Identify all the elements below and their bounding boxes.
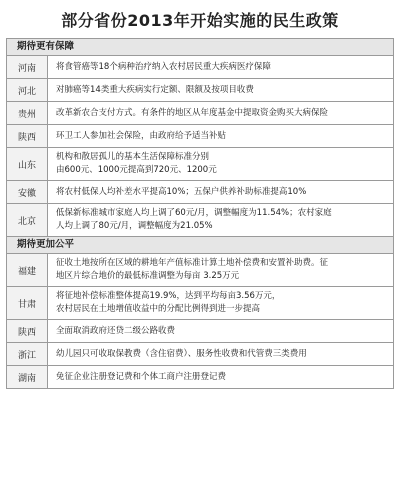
policy-cell: 对肺癌等14类重大疾病实行定额、限额及按项目收费 xyxy=(56,84,254,95)
policy-cell: 免征企业注册登记费和个体工商户注册登记费 xyxy=(56,371,227,382)
province-cell: 河北 xyxy=(7,79,48,101)
province-cell: 陕西 xyxy=(7,320,48,342)
province-cell: 北京 xyxy=(7,204,48,236)
province-cell: 甘肃 xyxy=(7,287,48,319)
table-row xyxy=(7,287,393,320)
province-cell: 福建 xyxy=(7,254,48,286)
table-row xyxy=(7,204,393,237)
policy-cell: 低保新标准城市家庭人均上调了60元/月，调整幅度为11.54%；农村家庭 人均上调了80元/月，调整幅度为21.05% xyxy=(56,208,332,231)
province-cell: 贵州 xyxy=(7,102,48,124)
policy-cell: 征收土地按所在区域的耕地年产值标准计算土地补偿费和安置补助费。征 地区片综合地价的最低标准调整为每亩 3.25万元 xyxy=(56,258,329,281)
policy-table xyxy=(6,38,394,389)
section-header: 期待更加公平 xyxy=(7,237,393,254)
table-row xyxy=(7,148,393,181)
province-cell: 河南 xyxy=(7,56,48,78)
policy-cell: 全面取消政府还贷二级公路收费 xyxy=(56,325,176,336)
table-row xyxy=(7,366,393,389)
table-row xyxy=(7,181,393,204)
province-cell: 陕西 xyxy=(7,125,48,147)
table-row xyxy=(7,125,393,148)
page-title: 部分省份2013年开始实施的民生政策 xyxy=(61,11,339,30)
policy-cell: 改革新农合支付方式。有条件的地区从年度基金中提取资金购买大病保险 xyxy=(56,107,329,118)
policy-cell: 将食管癌等18个病种治疗纳入农村居民重大疾病医疗保障 xyxy=(56,61,271,72)
section-header: 期待更有保障 xyxy=(7,39,393,56)
policy-cell: 幼儿园只可收取保教费（含住宿费）、服务性收费和代管费三类费用 xyxy=(56,348,307,359)
province-cell: 浙江 xyxy=(7,343,48,365)
table-row xyxy=(7,320,393,343)
policy-cell: 环卫工人参加社会保险，由政府给予适当补贴 xyxy=(56,130,227,141)
policy-cell: 将征地补偿标准整体提高19.9%，达到平均每亩3.56万元， 农村居民在土地增值收益中的分配比例得到进一步提高 xyxy=(56,291,281,314)
table-row xyxy=(7,254,393,287)
table-row xyxy=(7,56,393,79)
table-row xyxy=(7,343,393,366)
table-row xyxy=(7,79,393,102)
policy-cell: 机构和散居孤儿的基本生活保障标准分别 由600元、1000元提高到720元、1200元 xyxy=(56,152,217,175)
table-row xyxy=(7,102,393,125)
province-cell: 山东 xyxy=(7,148,48,180)
province-cell: 湖南 xyxy=(7,366,48,388)
policy-cell: 将农村低保人均补差水平提高10%；五保户供养补助标准提高10% xyxy=(56,186,307,197)
province-cell: 安徽 xyxy=(7,181,48,203)
